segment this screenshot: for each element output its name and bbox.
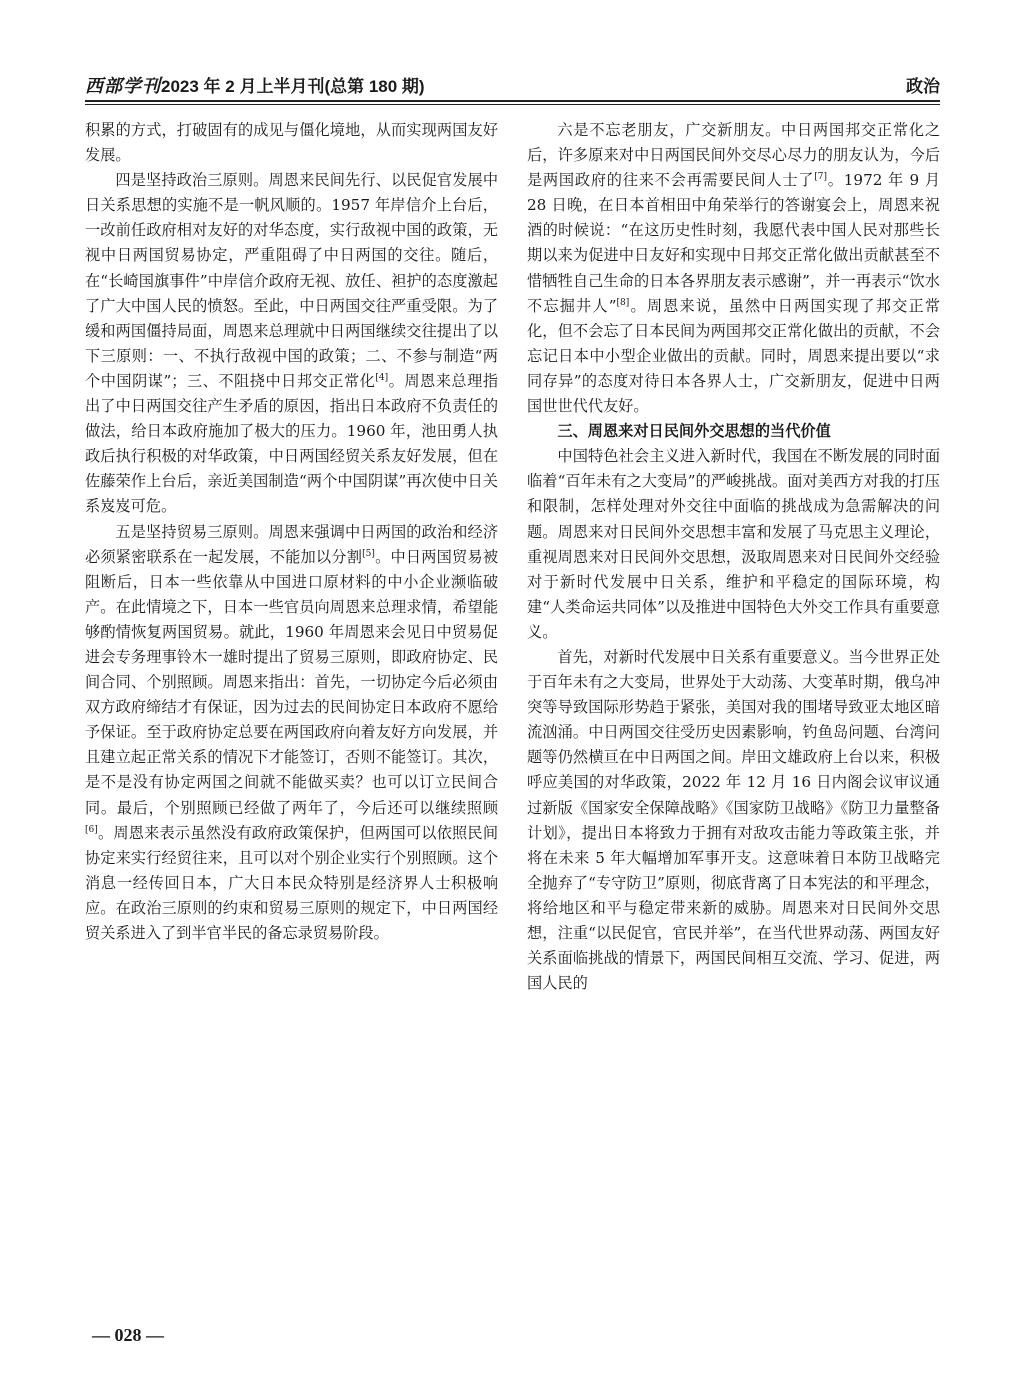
citation: [5] xyxy=(362,548,375,559)
paragraph-text: 。中日两国贸易被阻断后，日本一些依靠从中国进口原材料的中小企业濒临破产。在此情境之下，日本一些官员向周恩来总理求情，希望能够酌情恢复两国贸易。就此，1960 年周恩来会见日中贸易促进会专务理事铃木一雄时提出了贸易三原则，即政府协定、民间合同、个别照顾。周恩来指出：首先，一切协定今后必须由双方政府缔结才有保证，因为过去的民间协定日本政府不愿给予保证。至于政府协定总要在两国政府向着友好方向发展，并且建立起正常关系的情况下才能签订，否则不能签订。其次，是不是没有协定两国之间就不能做买卖？也可以订立民间合同。最后，个别照顾已经做了两年了，今后还可以继续照顾 xyxy=(85,547,499,817)
paragraph-text: 。周恩来说，虽然中日两国实现了邦交正常化，但不会忘了日本民间为两国邦交正常化做出的贡献，不会忘记日本中小型企业做出的贡献。同时，周恩来提出要以“求同存异”的态度对待日本各界人士，广交新朋友，促进中日两国世世代代友好。 xyxy=(527,296,941,416)
journal-title xyxy=(85,72,425,98)
left-column xyxy=(85,118,498,946)
paragraph-text: 中国特色社会主义进入新时代，我国在不断发展的同时面临着“百年未有之大变局”的严峻挑战。面对美西方对我的打压和限制，怎样处理对外交往中面临的挑战成为急需解决的问题。周恩来对日民间外交思想丰富和发展了马克思主义理论，重视周恩来对日民间外交思想，汲取周恩来对日民间外交经验对于新时代发展中日关系，维护和平稳定的国际环境，构建“人类命运共同体”以及推进中国特色大外交工作具有重要意义。 xyxy=(527,447,940,641)
paragraph xyxy=(527,118,940,419)
citation: [7] xyxy=(814,172,828,183)
paragraph-text: 六是不忘老朋友，广交新朋友。中日两国邦交正常化之后，许多原来对中日两国民间外交尽心尽力的朋友认为，今后是两国政府的往来不会再需要民间人士了 xyxy=(527,121,940,190)
citation: [6] xyxy=(85,824,98,835)
section-label: 政治 xyxy=(906,77,940,96)
paragraph xyxy=(85,520,498,947)
header-rule xyxy=(85,100,940,102)
journal-logo: 西部学刊 xyxy=(85,76,161,97)
page-number: — 028 — xyxy=(92,1325,164,1345)
issue-info: 2023 年 2 月上半月刊(总第 180 期) xyxy=(161,77,425,96)
paragraph xyxy=(85,168,498,519)
right-column xyxy=(527,118,940,996)
paragraph-text: 。周恩来表示虽然没有政府政策保护，但两国可以依照民间协定来实行经贸往来，且可以对个别企业实行个别照顾。这个消息一经传回日本，广大日本民众特别是经济界人士积极响应。在政治三原则的约束和贸易三原则的规定下，中日两国经贸关系进入了到半官半民的备忘录贸易阶段。 xyxy=(85,823,498,942)
paragraph-text: 。周恩来总理指出了中日两国交往产生矛盾的原因，指出日本政府不负责任的做法，给日本政府施加了极大的压力。1960 年，池田勇人执政后执行积极的对华政策，中日两国经贸关系友好发展，但在佐藤荣作上台后，亲近美国制造“两个中国阴谋”再次使中日关系岌岌可危。 xyxy=(85,371,499,516)
paragraph-text: 首先，对新时代发展中日关系有重要意义。当今世界正处于百年未有之大变局，世界处于大动荡、大变革时期，俄乌冲突等导致国际形势趋于紧张，美国对我的围堵导致亚太地区暗流汹涌。中日两国交往受历史因素影响，钓鱼岛问题、台湾问题等仍然横亘在中日两国之间。岸田文雄政府上台以来，积极呼应美国的对华政策，2022 年 12 月 16 日内阁会议审议通过新版《国家安全保障战略》《国家防卫战略》《防卫力量整备计划》，提出日本将致力于拥有对敌攻击能力等政策主张，并将在未来 5 年大幅增加军事开支。这意味着日本防卫战略完全抛弃了“专守防卫”原则，彻底背离了日本宪法的和平理念，将给地区和平与稳定带来新的威胁。周恩来对日民间外交思想，注重“以民促官，官民并举”，在当代世界动荡、两国友好关系面临挑战的情景下，两国民间相互交流、学习、促进，两国人民的 xyxy=(527,647,940,993)
paragraph-text: 五是坚持贸易三原则。周恩来强调中日两国的政治和经济必须紧密联系在一起发展，不能加以分割 xyxy=(85,522,498,566)
paragraph-text: 。1972 年 9 月 28 日晚，在日本首相田中角荣举行的答谢宴会上，周恩来祝酒的时候说：“在这历史性时刻，我愿代表中国人民对那些长期以来为促进中日友好和实现中日邦交正常化做出贡献甚至不惜牺牲自己生命的日本各界朋友表示感谢”，并一再表示“饮水不忘掘井人” xyxy=(527,171,941,315)
citation: [4] xyxy=(375,372,389,383)
paragraph-text: 积累的方式，打破固有的成见与僵化境地，从而实现两国友好发展。 xyxy=(85,121,498,165)
citation: [8] xyxy=(616,297,630,308)
paragraph-text: 四是坚持政治三原则。周恩来民间先行、以民促官发展中日关系思想的实施不是一帆风顺的。1957 年岸信介上台后，一改前任政府相对友好的对华态度，实行敌视中国的政策，无视中日两国贸易协定，严重阻碍了中日两国的交往。随后，在“长崎国旗事件”中岸信介政府无视、放任、袒护的态度激起了广大中国人民的愤怒。至此，中日两国交往严重受限。为了缓和两国僵持局面，周恩来总理就中日两国继续交往提出了以下三原则：一、不执行敌视中国的政策；二、不参与制造“两个中国阴谋”；三、不阻挠中日邦交正常化 xyxy=(85,171,498,390)
running-header xyxy=(85,72,940,98)
section-heading: 三、周恩来对日民间外交思想的当代价值 xyxy=(557,422,831,441)
header-rule-thin xyxy=(85,104,940,105)
paragraph xyxy=(527,645,940,996)
paragraph xyxy=(85,118,498,168)
paragraph xyxy=(527,444,940,645)
